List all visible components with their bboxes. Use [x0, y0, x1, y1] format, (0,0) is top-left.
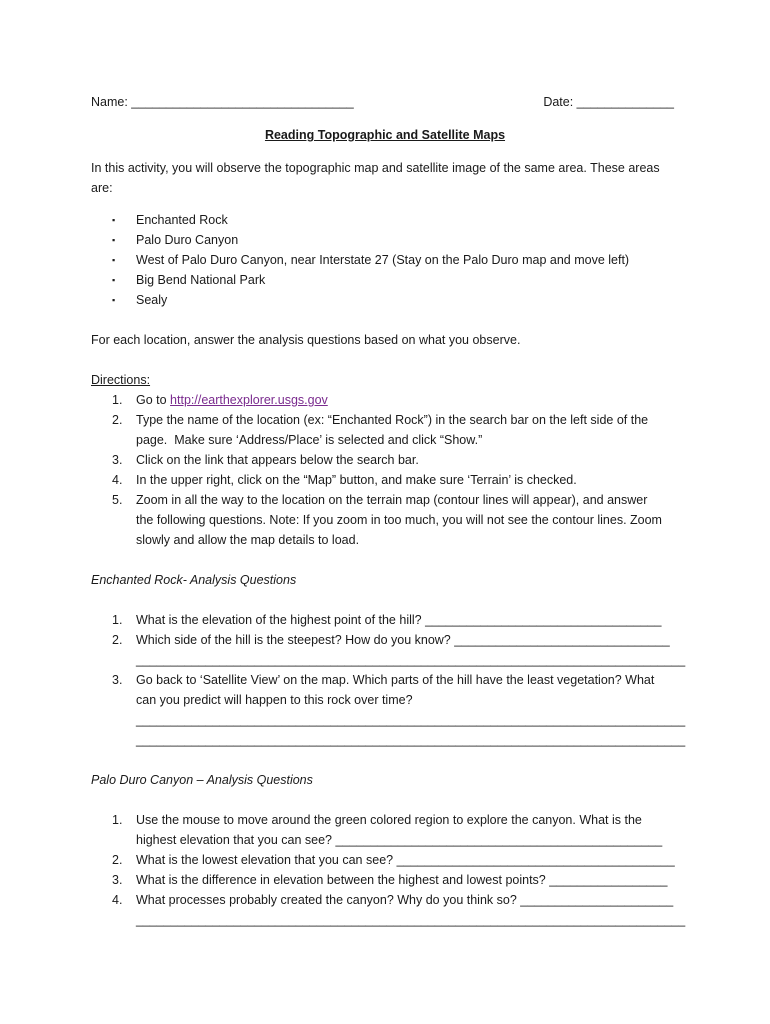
direction-step-1 — [136, 390, 328, 410]
palo-duro-question-4: What processes probably created the canyon? Why do you think so? ______________________ — [136, 893, 674, 907]
instruction-text: For each location, answer the analysis questions based on what you observe. — [91, 333, 521, 347]
intro-line-1: In this activity, you will observe the topographic map and satellite image of the same area. These areas — [91, 161, 660, 175]
list-number: 4. — [112, 893, 123, 907]
direction-step-5-cont: the following questions. Note: If you zoom in too much, you will not see the contour lines. Zoom — [136, 513, 662, 527]
list-number: 4. — [112, 473, 123, 487]
enchanted-question-3: Go back to ‘Satellite View’ on the map. Which parts of the hill have the least vegetation? What — [136, 673, 655, 687]
enchanted-rock-heading: Enchanted Rock- Analysis Questions — [91, 573, 297, 587]
list-number: 1. — [112, 393, 123, 407]
list-number: 3. — [112, 453, 123, 467]
enchanted-question-1: What is the elevation of the highest point of the hill? __________________________________ — [136, 613, 662, 627]
earthexplorer-link[interactable]: http://earthexplorer.usgs.gov — [170, 393, 328, 407]
location-item: West of Palo Duro Canyon, near Interstate 27 (Stay on the Palo Duro map and move left) — [136, 253, 630, 267]
list-number: 3. — [112, 673, 123, 687]
palo-duro-question-2: What is the lowest elevation that you can see? ________________________________________ — [136, 853, 675, 867]
page-title: Reading Topographic and Satellite Maps — [264, 128, 506, 142]
palo-duro-heading: Palo Duro Canyon – Analysis Questions — [91, 773, 313, 787]
list-number: 3. — [112, 873, 123, 887]
enchanted-question-2: Which side of the hill is the steepest? How do you know? _______________________________ — [136, 633, 670, 647]
name-field: Name: ________________________________ — [91, 95, 354, 109]
list-number: 1. — [112, 613, 123, 627]
list-number: 2. — [112, 633, 123, 647]
palo-duro-question-1: Use the mouse to move around the green colored region to explore the canyon. What is the — [136, 813, 642, 827]
location-item: Sealy — [136, 293, 168, 307]
list-number: 2. — [112, 853, 123, 867]
bullet-icon: ▪ — [112, 275, 116, 285]
bullet-icon: ▪ — [112, 235, 116, 245]
bullet-icon: ▪ — [112, 215, 116, 225]
direction-step-4: In the upper right, click on the “Map” button, and make sure ‘Terrain’ is checked. — [136, 473, 577, 487]
date-field: Date: ______________ — [543, 95, 674, 109]
location-item: Palo Duro Canyon — [136, 233, 239, 247]
list-number: 1. — [112, 813, 123, 827]
enchanted-question-3-cont: can you predict will happen to this rock over time? — [136, 693, 413, 707]
direction-step-5-cont: slowly and allow the map details to load. — [136, 533, 360, 547]
list-number: 5. — [112, 493, 123, 507]
direction-step-5: Zoom in all the way to the location on the terrain map (contour lines will appear), and answer — [136, 493, 648, 507]
list-number: 2. — [112, 413, 123, 427]
answer-line: _______________________________________________________________________________ — [136, 653, 686, 667]
location-item: Enchanted Rock — [136, 213, 228, 227]
direction-step-2: Type the name of the location (ex: “Enchanted Rock”) in the search bar on the left side of the — [136, 413, 649, 427]
bullet-icon: ▪ — [112, 255, 116, 265]
intro-line-2: are: — [91, 181, 113, 195]
direction-step-2-cont: page. Make sure ‘Address/Place’ is selected and click “Show.” — [136, 433, 483, 447]
directions-heading: Directions: — [91, 373, 151, 387]
direction-step-3: Click on the link that appears below the search bar. — [136, 453, 419, 467]
answer-line: _______________________________________________________________________________ — [136, 713, 686, 727]
answer-line: _______________________________________________________________________________ — [136, 733, 686, 747]
answer-line: _______________________________________________________________________________ — [136, 913, 686, 927]
location-item: Big Bend National Park — [136, 273, 266, 287]
bullet-icon: ▪ — [112, 295, 116, 305]
step-1-text: Go to — [136, 393, 171, 407]
palo-duro-question-3: What is the difference in elevation between the highest and lowest points? _________________ — [136, 873, 668, 887]
palo-duro-question-1-cont: highest elevation that you can see? _______________________________________________ — [136, 833, 663, 847]
